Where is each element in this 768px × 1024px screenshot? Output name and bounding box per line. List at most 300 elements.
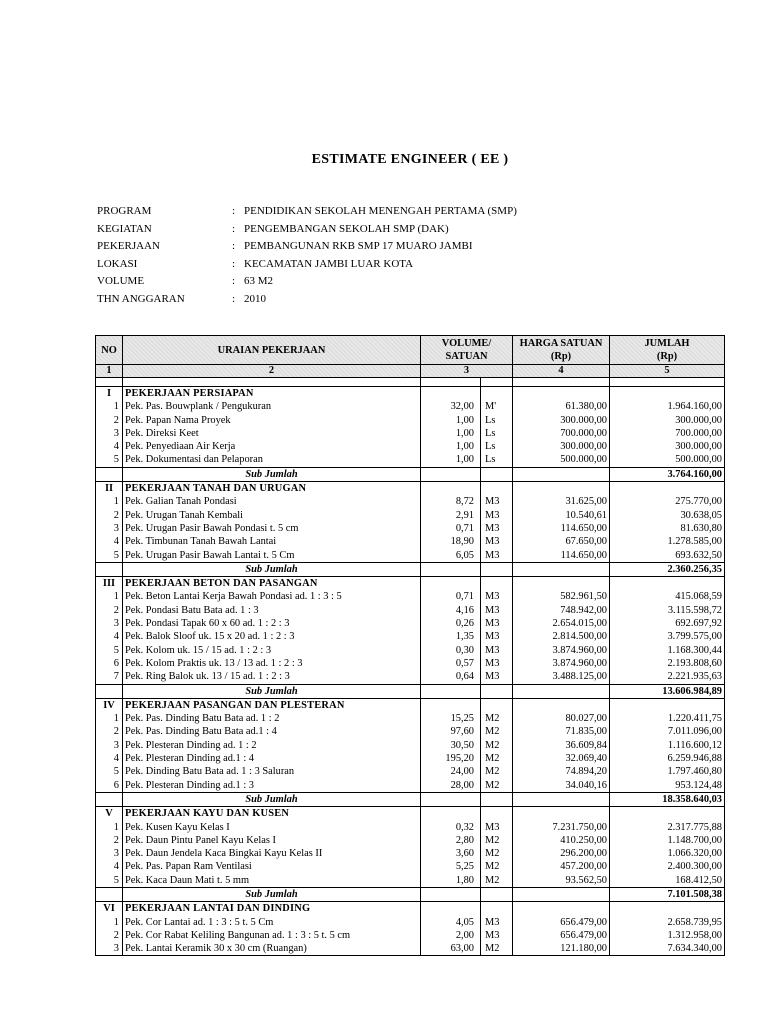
item-volume: 1,00	[421, 414, 481, 427]
item-volume: 8,72	[421, 495, 481, 508]
empty-cell	[421, 562, 481, 576]
empty-cell	[481, 577, 513, 591]
item-volume: 4,05	[421, 916, 481, 929]
table-row	[96, 752, 725, 765]
item-unit-price: 2.814.500,00	[513, 630, 610, 643]
header-jumlah	[610, 336, 725, 365]
item-unit-price: 300.000,00	[513, 414, 610, 427]
item-number: 1	[96, 590, 123, 603]
item-unit: M3	[481, 549, 513, 563]
section-header-row	[96, 482, 725, 496]
table-row	[96, 712, 725, 725]
item-volume: 0,64	[421, 670, 481, 684]
item-unit: Ls	[481, 453, 513, 467]
item-total: 1.148.700,00	[610, 834, 725, 847]
section-title: PEKERJAAN PERSIAPAN	[123, 387, 421, 401]
subtotal-label: Sub Jumlah	[123, 792, 421, 806]
item-number: 1	[96, 712, 123, 725]
item-volume: 28,00	[421, 779, 481, 793]
item-total: 693.632,50	[610, 549, 725, 563]
item-volume: 32,00	[421, 400, 481, 413]
empty-cell	[421, 684, 481, 698]
empty-cell	[513, 577, 610, 591]
section-roman: II	[96, 482, 123, 496]
empty-cell	[421, 792, 481, 806]
item-number: 3	[96, 617, 123, 630]
col-number-2: 2	[123, 365, 421, 378]
table-row	[96, 509, 725, 522]
item-number: 4	[96, 860, 123, 873]
item-total: 500.000,00	[610, 453, 725, 467]
project-info	[97, 203, 517, 309]
item-number: 1	[96, 916, 123, 929]
empty-cell	[96, 684, 123, 698]
header-no: NO	[96, 336, 123, 365]
section-title: PEKERJAAN LANTAI DAN DINDING	[123, 902, 421, 916]
info-colon: :	[232, 292, 236, 305]
item-volume: 4,16	[421, 604, 481, 617]
item-total: 1.066.320,00	[610, 847, 725, 860]
item-unit: M2	[481, 725, 513, 738]
table-row	[96, 725, 725, 738]
empty-cell	[610, 807, 725, 821]
item-total: 300.000,00	[610, 414, 725, 427]
header-volume-line2: SATUAN	[445, 351, 488, 362]
item-description: Pek. Penyediaan Air Kerja	[123, 440, 421, 453]
empty-cell	[513, 807, 610, 821]
table-row	[96, 779, 725, 793]
item-unit: M2	[481, 779, 513, 793]
item-volume: 6,05	[421, 549, 481, 563]
item-total: 700.000,00	[610, 427, 725, 440]
header-jumlah-line1: JUMLAH	[644, 338, 690, 349]
item-unit: M2	[481, 942, 513, 956]
info-colon: :	[232, 257, 236, 270]
item-volume: 30,50	[421, 739, 481, 752]
empty-cell	[513, 887, 610, 901]
item-total: 3.799.575,00	[610, 630, 725, 643]
item-unit-price: 582.961,50	[513, 590, 610, 603]
subtotal-label: Sub Jumlah	[123, 887, 421, 901]
subtotal-value: 18.358.640,03	[610, 792, 725, 806]
item-number: 3	[96, 739, 123, 752]
empty-cell	[513, 387, 610, 401]
item-total: 2.317.775,88	[610, 821, 725, 834]
item-description: Pek. Daun Jendela Kaca Bingkai Kayu Kelas II	[123, 847, 421, 860]
subtotal-value: 3.764.160,00	[610, 467, 725, 481]
item-unit-price: 500.000,00	[513, 453, 610, 467]
item-volume: 1,80	[421, 874, 481, 888]
item-number: 1	[96, 400, 123, 413]
subtotal-value: 13.606.984,89	[610, 684, 725, 698]
section-roman: IV	[96, 698, 123, 712]
col-number-1: 1	[96, 365, 123, 378]
item-volume: 0,57	[421, 657, 481, 670]
item-unit-price: 656.479,00	[513, 929, 610, 942]
item-total: 300.000,00	[610, 440, 725, 453]
section-roman: V	[96, 807, 123, 821]
item-description: Pek. Plesteran Dinding ad.1 : 4	[123, 752, 421, 765]
item-unit-price: 700.000,00	[513, 427, 610, 440]
item-total: 953.124,48	[610, 779, 725, 793]
section-title: PEKERJAAN PASANGAN DAN PLESTERAN	[123, 698, 421, 712]
item-unit: M2	[481, 834, 513, 847]
table-row	[96, 590, 725, 603]
subtotal-row	[96, 684, 725, 698]
item-unit-price: 93.562,50	[513, 874, 610, 888]
item-total: 1.278.585,00	[610, 535, 725, 548]
item-number: 2	[96, 929, 123, 942]
empty-cell	[610, 387, 725, 401]
item-volume: 1,35	[421, 630, 481, 643]
item-unit: Ls	[481, 440, 513, 453]
item-total: 2.400.300,00	[610, 860, 725, 873]
item-unit-price: 3.874.960,00	[513, 644, 610, 657]
item-number: 7	[96, 670, 123, 684]
item-total: 81.630,80	[610, 522, 725, 535]
table-row	[96, 604, 725, 617]
section-header-row	[96, 387, 725, 401]
info-row	[97, 203, 517, 221]
item-description: Pek. Plesteran Dinding ad. 1 : 2	[123, 739, 421, 752]
item-total: 415.068,59	[610, 590, 725, 603]
section-title: PEKERJAAN TANAH DAN URUGAN	[123, 482, 421, 496]
item-number: 3	[96, 847, 123, 860]
info-label: LOKASI	[97, 257, 138, 270]
item-description: Pek. Galian Tanah Pondasi	[123, 495, 421, 508]
item-number: 4	[96, 752, 123, 765]
item-unit-price: 656.479,00	[513, 916, 610, 929]
info-colon: :	[232, 222, 236, 235]
item-description: Pek. Urugan Pasir Bawah Lantai t. 5 Cm	[123, 549, 421, 563]
spacer-row	[96, 378, 725, 387]
empty-cell	[481, 482, 513, 496]
info-colon: :	[232, 205, 236, 217]
item-unit-price: 3.874.960,00	[513, 657, 610, 670]
item-number: 5	[96, 549, 123, 563]
item-unit-price: 71.835,00	[513, 725, 610, 738]
item-unit: Ls	[481, 414, 513, 427]
item-unit-price: 31.625,00	[513, 495, 610, 508]
item-description: Pek. Timbunan Tanah Bawah Lantai	[123, 535, 421, 548]
empty-cell	[481, 698, 513, 712]
item-unit: M3	[481, 916, 513, 929]
subtotal-value: 7.101.508,38	[610, 887, 725, 901]
item-description: Pek. Urugan Pasir Bawah Pondasi t. 5 cm	[123, 522, 421, 535]
item-volume: 97,60	[421, 725, 481, 738]
item-number: 2	[96, 509, 123, 522]
item-description: Pek. Dinding Batu Bata ad. 1 : 3 Saluran	[123, 765, 421, 778]
item-total: 1.220.411,75	[610, 712, 725, 725]
item-description: Pek. Lantai Keramik 30 x 30 cm (Ruangan)	[123, 942, 421, 956]
item-number: 1	[96, 821, 123, 834]
empty-cell	[96, 467, 123, 481]
item-description: Pek. Balok Sloof uk. 15 x 20 ad. 1 : 2 : 3	[123, 630, 421, 643]
item-volume: 2,80	[421, 834, 481, 847]
info-value: PENGEMBANGAN SEKOLAH SMP (DAK)	[244, 222, 449, 235]
item-number: 3	[96, 427, 123, 440]
item-description: Pek. Plesteran Dinding ad.1 : 3	[123, 779, 421, 793]
subtotal-value: 2.360.256,35	[610, 562, 725, 576]
section-roman: I	[96, 387, 123, 401]
col-number-4: 4	[513, 365, 610, 378]
item-description: Pek. Pas. Bouwplank / Pengukuran	[123, 400, 421, 413]
item-volume: 3,60	[421, 847, 481, 860]
section-title: PEKERJAAN BETON DAN PASANGAN	[123, 577, 421, 591]
item-unit: M3	[481, 630, 513, 643]
item-unit-price: 67.650,00	[513, 535, 610, 548]
empty-cell	[481, 902, 513, 916]
item-number: 6	[96, 657, 123, 670]
item-volume: 2,91	[421, 509, 481, 522]
empty-cell	[610, 902, 725, 916]
table-row	[96, 453, 725, 467]
info-label: KEGIATAN	[97, 222, 152, 235]
item-number: 2	[96, 414, 123, 427]
info-row	[97, 238, 517, 256]
item-unit-price: 121.180,00	[513, 942, 610, 956]
item-description: Pek. Kolom uk. 15 / 15 ad. 1 : 2 : 3	[123, 644, 421, 657]
info-row	[97, 221, 517, 239]
empty-cell	[421, 467, 481, 481]
empty-cell	[481, 467, 513, 481]
empty-cell	[421, 387, 481, 401]
item-unit: M2	[481, 874, 513, 888]
item-number: 1	[96, 495, 123, 508]
item-unit: M2	[481, 765, 513, 778]
item-unit-price: 114.650,00	[513, 549, 610, 563]
col-number-5: 5	[610, 365, 725, 378]
subtotal-row	[96, 562, 725, 576]
item-unit: M2	[481, 847, 513, 860]
item-description: Pek. Cor Lantai ad. 1 : 3 : 5 t. 5 Cm	[123, 916, 421, 929]
item-unit-price: 32.069,40	[513, 752, 610, 765]
item-description: Pek. Pondasi Batu Bata ad. 1 : 3	[123, 604, 421, 617]
item-unit-price: 34.040,16	[513, 779, 610, 793]
table-row	[96, 657, 725, 670]
table-row	[96, 860, 725, 873]
table-row	[96, 427, 725, 440]
header-volume-line1: VOLUME/	[441, 338, 492, 349]
table-row	[96, 847, 725, 860]
item-number: 5	[96, 644, 123, 657]
empty-cell	[96, 887, 123, 901]
item-unit-price: 2.654.015,00	[513, 617, 610, 630]
empty-cell	[513, 482, 610, 496]
section-header-row	[96, 807, 725, 821]
item-description: Pek. Kaca Daun Mati t. 5 mm	[123, 874, 421, 888]
table-row	[96, 644, 725, 657]
item-unit: M3	[481, 604, 513, 617]
item-unit-price: 410.250,00	[513, 834, 610, 847]
item-total: 1.312.958,00	[610, 929, 725, 942]
item-unit: M3	[481, 929, 513, 942]
section-header-row	[96, 577, 725, 591]
header-jumlah-line2: (Rp)	[656, 351, 678, 362]
empty-cell	[610, 482, 725, 496]
table-row	[96, 440, 725, 453]
item-unit-price: 114.650,00	[513, 522, 610, 535]
item-description: Pek. Direksi Keet	[123, 427, 421, 440]
empty-cell	[481, 684, 513, 698]
cost-estimate-table	[95, 335, 725, 956]
item-total: 2.221.935,63	[610, 670, 725, 684]
item-unit: M2	[481, 712, 513, 725]
table-row	[96, 834, 725, 847]
item-number: 3	[96, 942, 123, 956]
empty-cell	[481, 792, 513, 806]
subtotal-row	[96, 887, 725, 901]
subtotal-row	[96, 467, 725, 481]
item-number: 6	[96, 779, 123, 793]
empty-cell	[513, 562, 610, 576]
item-volume: 1,00	[421, 440, 481, 453]
item-unit-price: 36.609,84	[513, 739, 610, 752]
item-number: 4	[96, 440, 123, 453]
item-volume: 0,71	[421, 522, 481, 535]
item-total: 1.116.600,12	[610, 739, 725, 752]
empty-cell	[513, 698, 610, 712]
table-row	[96, 874, 725, 888]
item-number: 5	[96, 453, 123, 467]
item-unit-price: 61.380,00	[513, 400, 610, 413]
item-total: 1.168.300,44	[610, 644, 725, 657]
section-roman: VI	[96, 902, 123, 916]
item-volume: 0,26	[421, 617, 481, 630]
item-total: 275.770,00	[610, 495, 725, 508]
item-number: 4	[96, 535, 123, 548]
item-total: 30.638,05	[610, 509, 725, 522]
item-unit: M3	[481, 670, 513, 684]
info-label: THN ANGGARAN	[97, 292, 185, 305]
table-row	[96, 522, 725, 535]
item-volume: 18,90	[421, 535, 481, 548]
info-colon: :	[232, 240, 236, 253]
item-description: Pek. Dokumentasi dan Pelaporan	[123, 453, 421, 467]
item-description: Pek. Cor Rabat Keliling Bangunan ad. 1 : 3 : 5 t. 5 cm	[123, 929, 421, 942]
section-header-row	[96, 902, 725, 916]
table-row	[96, 916, 725, 929]
empty-cell	[610, 577, 725, 591]
item-volume: 0,30	[421, 644, 481, 657]
empty-cell	[513, 902, 610, 916]
section-roman: III	[96, 577, 123, 591]
table-row	[96, 942, 725, 956]
item-total: 1.964.160,00	[610, 400, 725, 413]
info-row	[97, 256, 517, 274]
table-row	[96, 670, 725, 684]
empty-cell	[96, 792, 123, 806]
item-unit: M3	[481, 821, 513, 834]
item-unit: M2	[481, 860, 513, 873]
item-unit-price: 300.000,00	[513, 440, 610, 453]
item-total: 168.412,50	[610, 874, 725, 888]
item-description: Pek. Daun Pintu Panel Kayu Kelas I	[123, 834, 421, 847]
item-volume: 15,25	[421, 712, 481, 725]
header-uraian: URAIAN PEKERJAAN	[123, 336, 421, 365]
item-total: 7.634.340,00	[610, 942, 725, 956]
empty-cell	[421, 482, 481, 496]
header-harga-line2: (Rp)	[550, 351, 572, 362]
item-unit: M3	[481, 522, 513, 535]
table-row	[96, 400, 725, 413]
table-row	[96, 414, 725, 427]
item-volume: 63,00	[421, 942, 481, 956]
empty-cell	[513, 467, 610, 481]
empty-cell	[481, 807, 513, 821]
empty-cell	[421, 698, 481, 712]
subtotal-label: Sub Jumlah	[123, 684, 421, 698]
item-unit-price: 296.200,00	[513, 847, 610, 860]
info-value: 63 M2	[244, 275, 274, 288]
table-row	[96, 495, 725, 508]
header-harga-line1: HARGA SATUAN	[519, 338, 603, 349]
info-row	[97, 291, 517, 309]
item-number: 5	[96, 874, 123, 888]
section-title: PEKERJAAN KAYU DAN KUSEN	[123, 807, 421, 821]
info-label: VOLUME	[97, 275, 145, 288]
item-unit: M2	[481, 739, 513, 752]
empty-cell	[481, 887, 513, 901]
empty-cell	[513, 792, 610, 806]
header-volume	[421, 336, 513, 365]
item-description: Pek. Kusen Kayu Kelas I	[123, 821, 421, 834]
item-unit: M3	[481, 535, 513, 548]
item-volume: 5,25	[421, 860, 481, 873]
table-row	[96, 739, 725, 752]
info-label: PROGRAM	[97, 205, 152, 217]
subtotal-row	[96, 792, 725, 806]
item-unit-price: 748.942,00	[513, 604, 610, 617]
item-number: 2	[96, 725, 123, 738]
item-total: 7.011.096,00	[610, 725, 725, 738]
empty-cell	[421, 807, 481, 821]
item-volume: 195,20	[421, 752, 481, 765]
col-number-3: 3	[421, 365, 513, 378]
item-volume: 0,32	[421, 821, 481, 834]
empty-cell	[96, 562, 123, 576]
item-description: Pek. Pas. Papan Ram Ventilasi	[123, 860, 421, 873]
item-number: 4	[96, 630, 123, 643]
item-unit: M2	[481, 752, 513, 765]
table-row	[96, 535, 725, 548]
item-total: 2.193.808,60	[610, 657, 725, 670]
item-unit: Ls	[481, 427, 513, 440]
empty-cell	[481, 562, 513, 576]
item-total: 2.658.739,95	[610, 916, 725, 929]
item-unit: M3	[481, 590, 513, 603]
item-total: 3.115.598,72	[610, 604, 725, 617]
item-description: Pek. Kolom Praktis uk. 13 / 13 ad. 1 : 2 : 3	[123, 657, 421, 670]
item-number: 2	[96, 834, 123, 847]
item-number: 2	[96, 604, 123, 617]
info-value: KECAMATAN JAMBI LUAR KOTA	[244, 257, 414, 270]
item-description: Pek. Papan Nama Proyek	[123, 414, 421, 427]
item-description: Pek. Pas. Dinding Batu Bata ad. 1 : 2	[123, 712, 421, 725]
item-unit: M3	[481, 657, 513, 670]
item-volume: 1,00	[421, 453, 481, 467]
item-unit: M3	[481, 509, 513, 522]
info-colon: :	[232, 275, 236, 288]
item-description: Pek. Pas. Dinding Batu Bata ad.1 : 4	[123, 725, 421, 738]
empty-cell	[421, 887, 481, 901]
table-row	[96, 630, 725, 643]
item-volume: 1,00	[421, 427, 481, 440]
info-value: PENDIDIKAN SEKOLAH MENENGAH PERTAMA (SMP)	[244, 205, 517, 217]
table-row	[96, 929, 725, 942]
document-title: ESTIMATE ENGINEER ( EE )	[311, 152, 509, 167]
item-volume: 0,71	[421, 590, 481, 603]
